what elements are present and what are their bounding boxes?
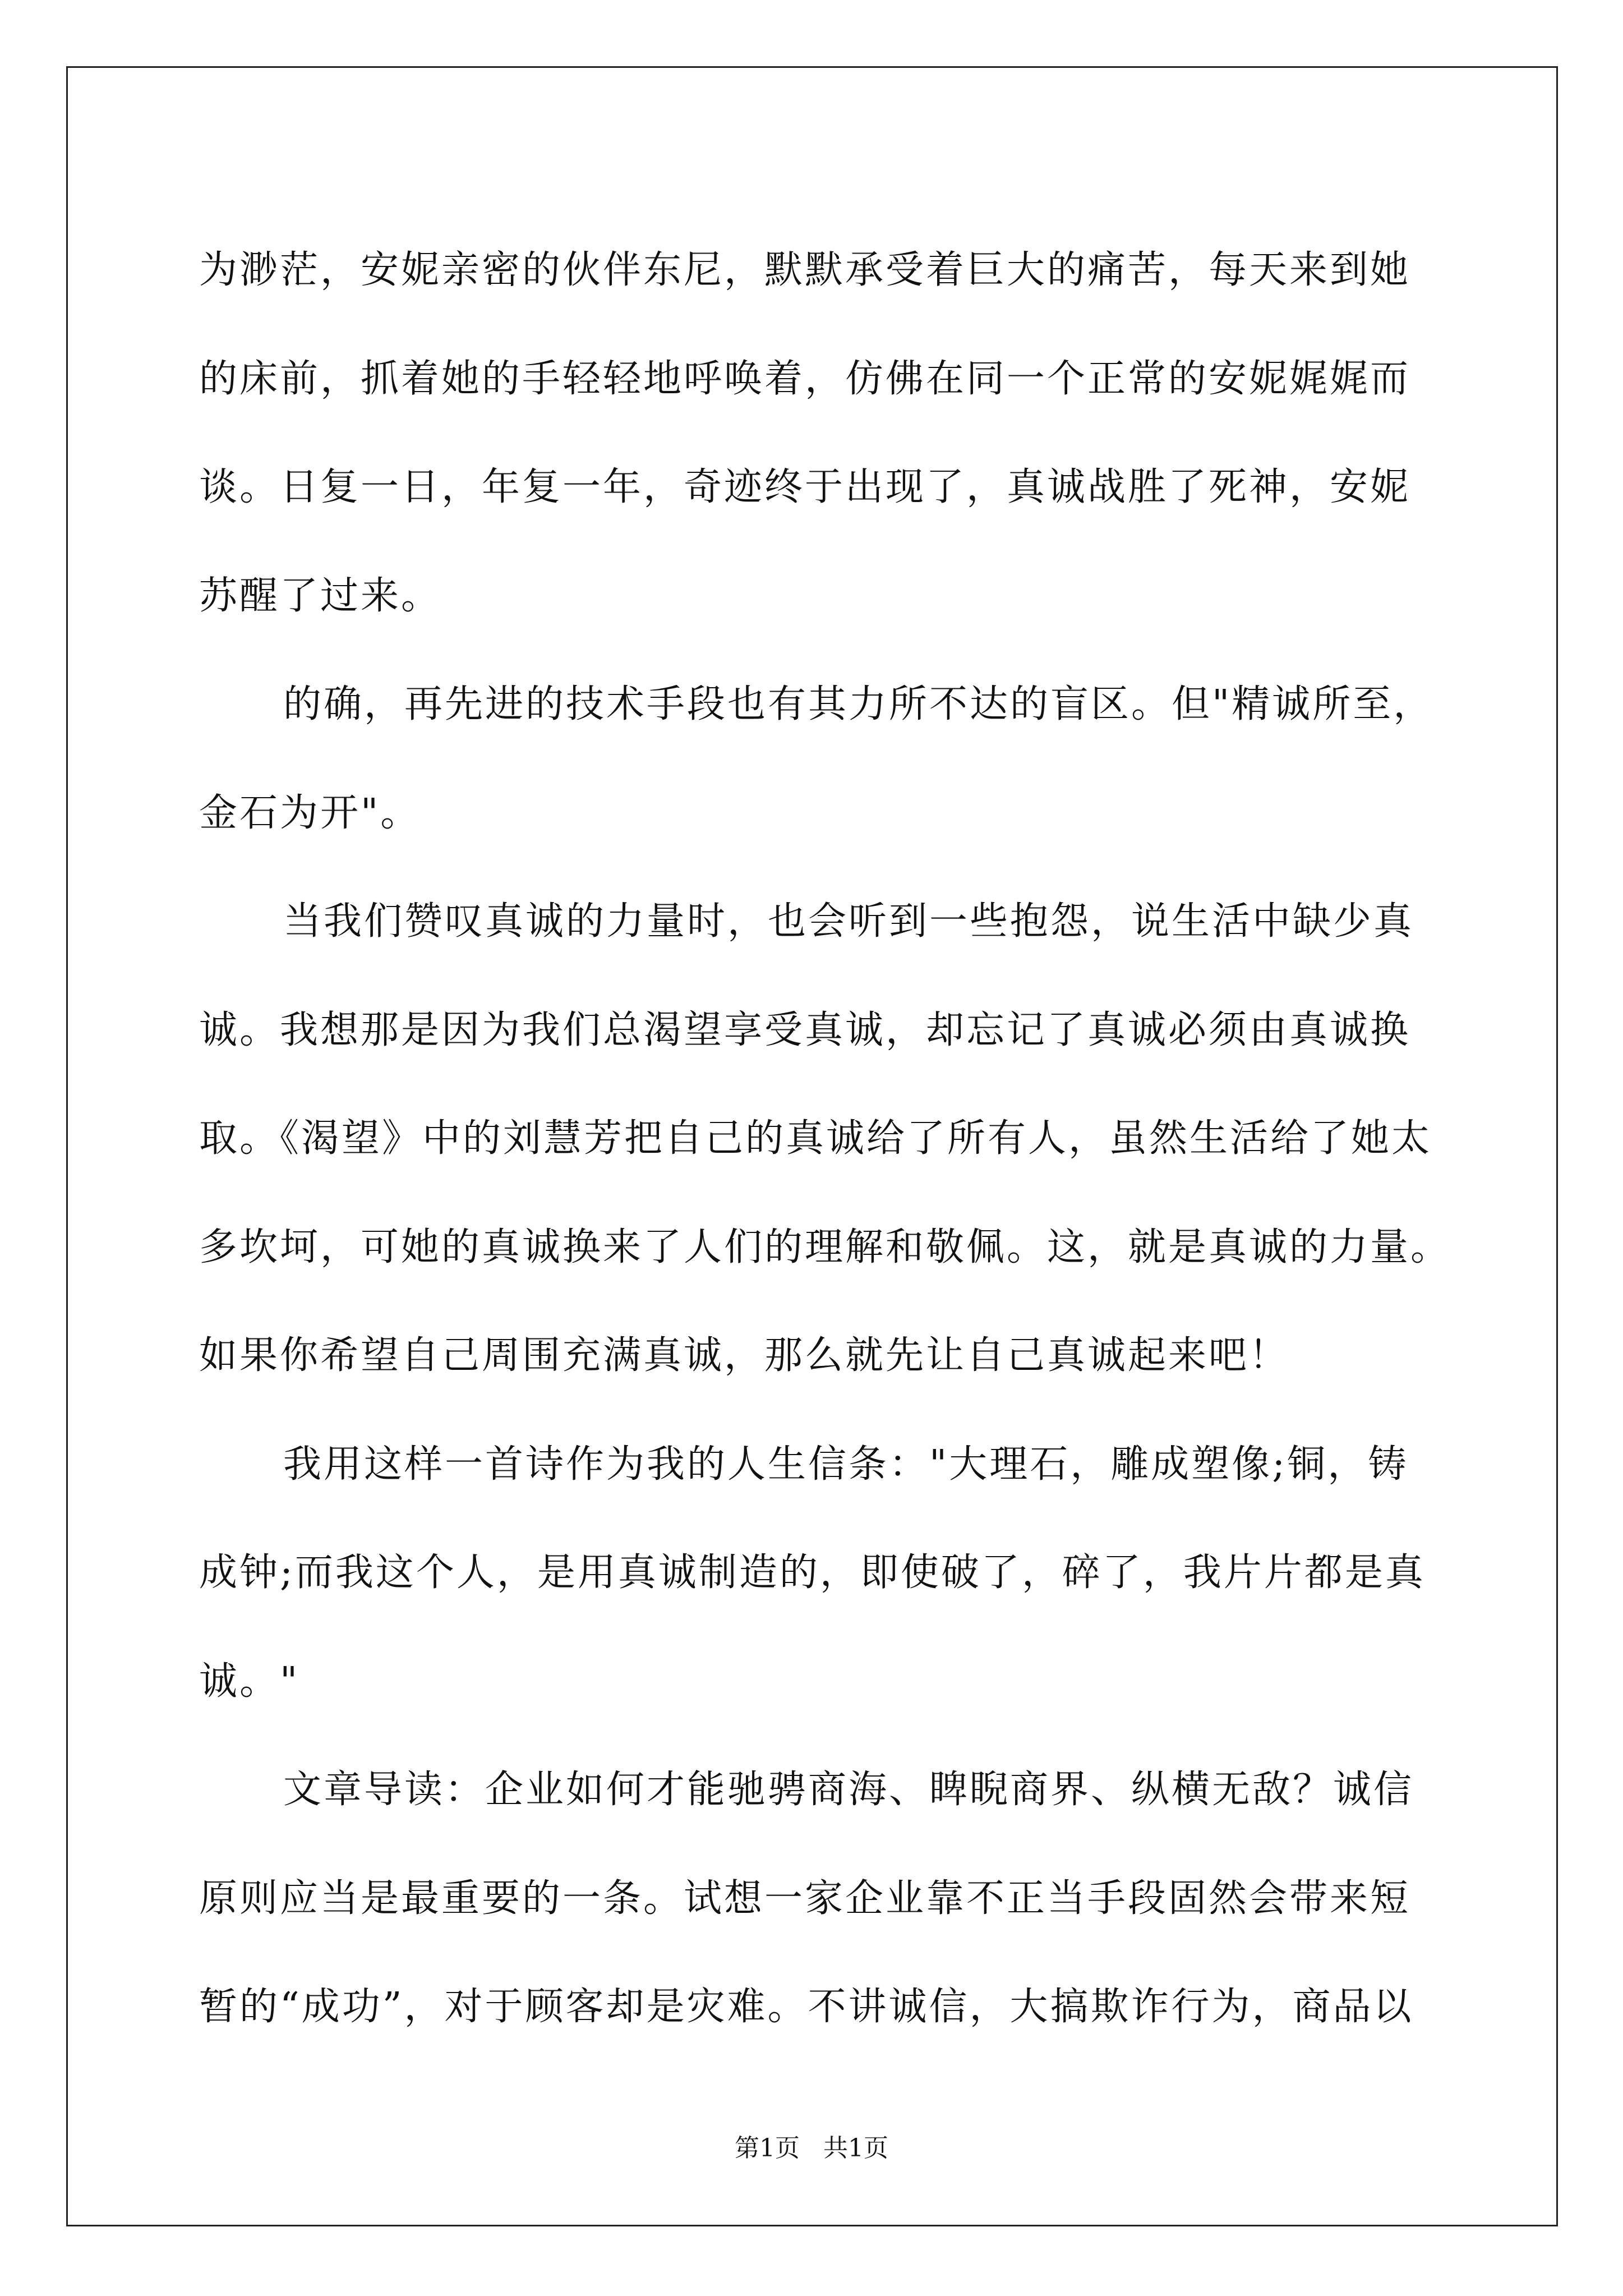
text-line-12: 我用这样一首诗作为我的人生信条："大理石，雕成塑像;铜，铸 — [283, 1442, 1409, 1487]
text-line-9: 取。《渴望》中的刘慧芳把自己的真诚给了所有人，虽然生活给了她太 — [199, 1116, 1432, 1161]
page-footer: 第1页 共1页 — [735, 2134, 888, 2162]
text-line-3: 谈。日复一日，年复一年，奇迹终于出现了，真诚战胜了死神，安妮 — [199, 465, 1411, 509]
document-body — [199, 216, 1451, 2062]
text-line-11: 如果你希望自己周围充满真诚，那么就先让自己真诚起来吧！ — [199, 1333, 1290, 1378]
text-line-14: 诚。" — [199, 1659, 300, 1704]
text-line-10: 多坎坷，可她的真诚换来了人们的理解和敬佩。这，就是真诚的力量。 — [199, 1225, 1451, 1269]
text-line-2: 的床前，抓着她的手轻轻地呼唤着，仿佛在同一个正常的安妮娓娓而 — [199, 356, 1411, 401]
text-line-6: 金石为开"。 — [199, 790, 421, 835]
text-line-16: 原则应当是最重要的一条。试想一家企业靠不正当手段固然会带来短 — [199, 1876, 1411, 1921]
text-line-1: 为渺茫，安妮亲密的伙伴东尼，默默承受着巨大的痛苦，每天来到她 — [199, 248, 1411, 292]
text-line-17: 暂的“成功”，对于顾客却是灾难。不讲诚信，大搞欺诈行为，商品以 — [199, 1985, 1414, 2029]
text-line-5: 的确，再先进的技术手段也有其力所不达的盲区。但"精诚所至， — [283, 682, 1434, 726]
text-line-8: 诚。我想那是因为我们总渴望享受真诚，却忘记了真诚必须由真诚换 — [199, 1007, 1411, 1052]
text-line-15: 文章导读：企业如何才能驰骋商海、睥睨商界、纵横无敌？诚信 — [283, 1768, 1414, 1812]
text-line-7: 当我们赞叹真诚的力量时，也会听到一些抱怨，说生活中缺少真 — [283, 899, 1414, 944]
text-line-13: 成钟;而我这个人，是用真诚制造的，即使破了，碎了，我片片都是真 — [199, 1550, 1426, 1595]
text-line-4: 苏醒了过来。 — [199, 573, 442, 618]
